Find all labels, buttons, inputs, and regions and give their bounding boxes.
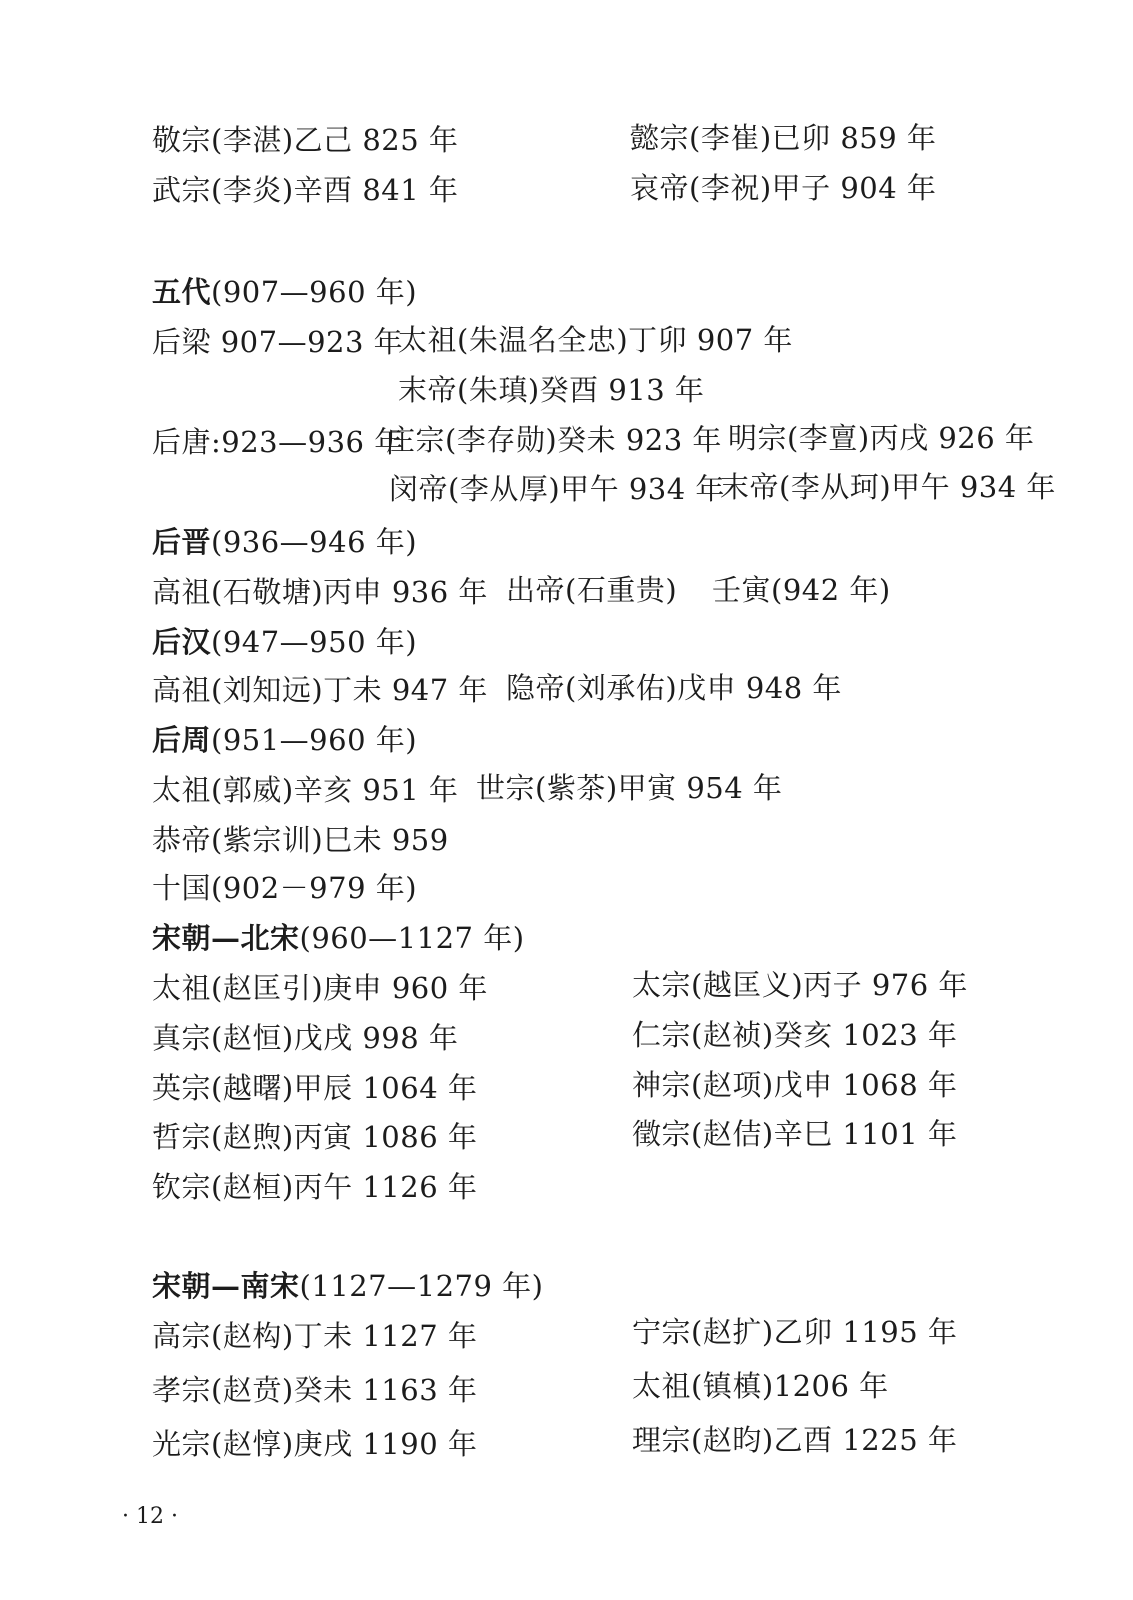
- entry-aidi: 哀帝(李祝)甲子 904 年: [630, 171, 937, 205]
- heading-houhan: [152, 624, 417, 660]
- heading-nansong-range: (1127—1279 年): [299, 1269, 544, 1303]
- entry-houhan-yindi: 隐帝(刘承佑)戊申 948 年: [506, 671, 842, 705]
- entry-houjin-chudi: 出帝(石重贵): [506, 573, 678, 607]
- heading-houjin: [152, 524, 417, 560]
- houtang-label: 后唐:923—936 年: [152, 425, 404, 459]
- heading-nansong-title: 宋朝—南宋: [152, 1269, 300, 1303]
- heading-beisong: [152, 920, 525, 956]
- entry-beisong-zhezong: 哲宗(赵煦)丙寅 1086 年: [152, 1120, 478, 1154]
- entry-beisong-taizu: 太祖(赵匡引)庚申 960 年: [152, 971, 488, 1005]
- heading-wudai: [152, 274, 417, 310]
- heading-wudai-title: 五代: [152, 275, 212, 309]
- entry-yizong: 懿宗(李崔)已卯 859 年: [630, 121, 937, 155]
- entry-beisong-taizong: 太宗(越匡义)丙子 976 年: [632, 968, 968, 1002]
- heading-houhan-title: 后汉: [152, 625, 212, 659]
- heading-houzhou: [152, 722, 417, 758]
- heading-houhan-range: (947—950 年): [211, 625, 418, 659]
- heading-wudai-range: (907—960 年): [211, 275, 418, 309]
- entry-shiguo: 十国(902－979 年): [152, 871, 418, 905]
- entry-beisong-renzong: 仁宗(赵祯)癸亥 1023 年: [632, 1018, 958, 1052]
- entry-houjin-gaozu: 高祖(石敬塘)丙申 936 年: [152, 575, 488, 609]
- heading-houjin-range: (936—946 年): [211, 525, 418, 559]
- entry-houjin-chudi-year: 壬寅(942 年): [712, 573, 891, 607]
- entry-houliang-taizu: 太祖(朱温名全忠)丁卯 907 年: [398, 323, 793, 357]
- heading-beisong-title: 宋朝—北宋: [152, 921, 300, 955]
- entry-nansong-ningzong: 宁宗(赵扩)乙卯 1195 年: [632, 1315, 958, 1349]
- entry-nansong-xiaozong: 孝宗(赵贲)癸未 1163 年: [152, 1373, 478, 1407]
- heading-houjin-title: 后晋: [152, 525, 212, 559]
- entry-beisong-zhenzong: 真宗(赵恒)戊戌 998 年: [152, 1021, 459, 1055]
- heading-houzhou-range: (951—960 年): [211, 723, 418, 757]
- entry-houtang-mindi: 闵帝(李从厚)甲午 934 年: [389, 472, 725, 506]
- entry-houzhou-shizong: 世宗(紫茶)甲寅 954 年: [476, 771, 783, 805]
- page-number: · 12 ·: [122, 1504, 178, 1529]
- heading-houzhou-title: 后周: [152, 723, 212, 757]
- entry-nansong-gaozong: 高宗(赵构)丁未 1127 年: [152, 1319, 478, 1353]
- entry-houzhou-taizu: 太祖(郭威)辛亥 951 年: [152, 773, 459, 807]
- entry-houhan-gaozu: 高祖(刘知远)丁未 947 年: [152, 673, 488, 707]
- heading-beisong-range: (960—1127 年): [299, 921, 525, 955]
- entry-wuzong: 武宗(李炎)辛酉 841 年: [152, 173, 459, 207]
- entry-beisong-qinzong: 钦宗(赵桓)丙午 1126 年: [152, 1170, 478, 1204]
- houliang-label: 后梁 907—923 年: [152, 325, 404, 359]
- entry-nansong-taizu: 太祖(镇槙)1206 年: [632, 1369, 889, 1403]
- entry-beisong-huizong: 徵宗(赵佶)辛巳 1101 年: [632, 1117, 958, 1151]
- entry-nansong-guangzong: 光宗(赵惇)庚戌 1190 年: [152, 1427, 478, 1461]
- entry-houtang-zhuangzong: 庄宗(李存勋)癸未 923 年: [386, 423, 722, 457]
- entry-houtang-mingzong: 明宗(李亶)丙戌 926 年: [728, 421, 1035, 455]
- entry-houzhou-gongdi: 恭帝(紫宗训)巳未 959: [152, 823, 449, 857]
- heading-nansong: [152, 1268, 543, 1304]
- entry-jingzong: 敬宗(李湛)乙己 825 年: [152, 123, 459, 157]
- entry-beisong-yingzong: 英宗(越曙)甲辰 1064 年: [152, 1071, 478, 1105]
- entry-houliang-modi: 末帝(朱瑱)癸酉 913 年: [398, 373, 705, 407]
- entry-houtang-modi: 末帝(李从珂)甲午 934 年: [720, 470, 1056, 504]
- entry-nansong-lizong: 理宗(赵昀)乙酉 1225 年: [632, 1423, 958, 1457]
- entry-beisong-shenzong: 神宗(赵项)戊申 1068 年: [632, 1068, 958, 1102]
